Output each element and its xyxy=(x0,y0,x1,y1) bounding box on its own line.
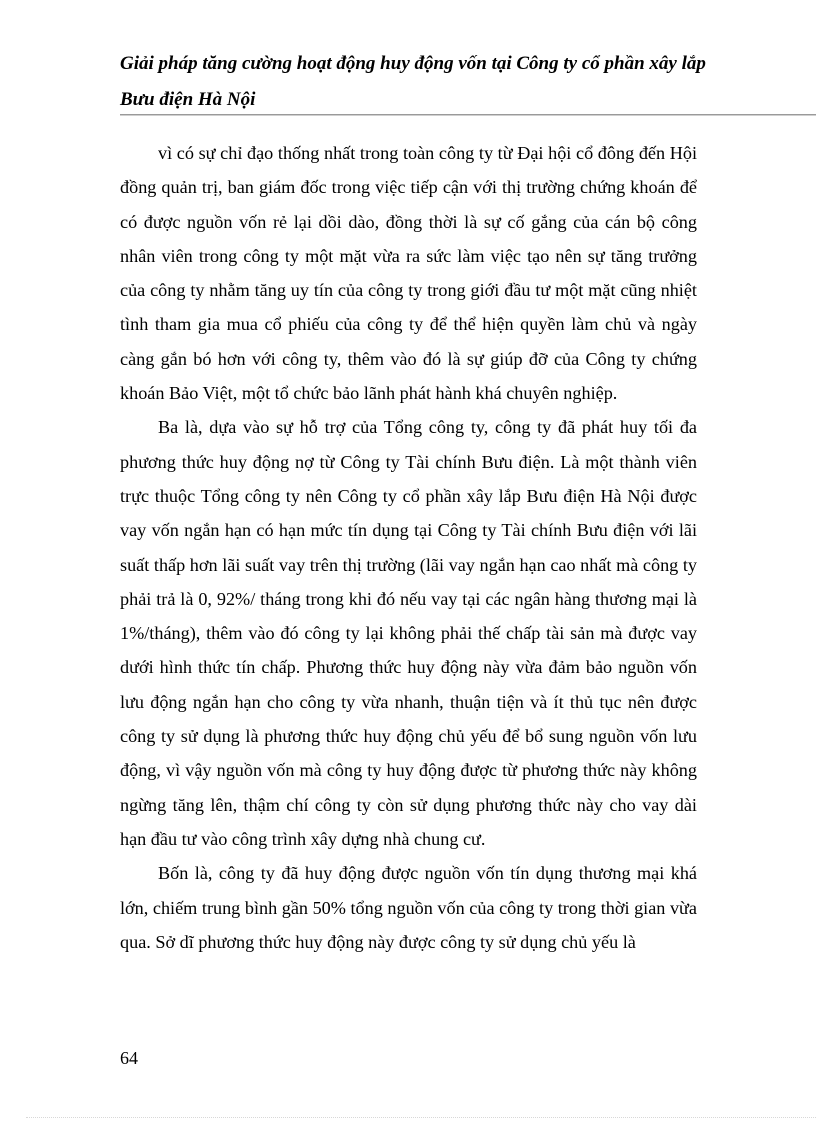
bottom-divider xyxy=(26,1117,816,1118)
paragraph-ba-la: Ba là, dựa vào sự hỗ trợ của Tổng công ty, công ty đã phát huy tối đa phương thức huy động nợ từ Công ty Tài chính Bưu điện. Là một thành viên trực thuộc Tổng công ty nên Công ty cổ phần xây lắp Bưu điện Hà Nội được vay vốn ngắn hạn có hạn mức tín dụng tại Công ty Tài chính Bưu điện với lãi suất thấp hơn lãi suất vay trên thị trường (lãi vay ngắn hạn cao nhất mà công ty phải trả là 0, 92%/ tháng trong khi đó nếu vay tại các ngân hàng thương mại là 1%/tháng), thêm vào đó công ty lại không phải thế chấp tài sản mà được vay dưới hình thức tín chấp. Phương thức huy động này vừa đảm bảo nguồn vốn lưu động ngắn hạn cho công ty vừa nhanh, thuận tiện và ít thủ tục nên được công ty sử dụng là phương thức huy động chủ yếu để bổ sung nguồn vốn lưu động, vì vậy nguồn vốn mà công ty huy động được từ phương thức này không ngừng tăng lên, thậm chí công ty còn sử dụng phương thức này cho vay dài hạn đầu tư vào công trình xây dựng nhà chung cư. xyxy=(120,417,697,849)
page-body xyxy=(120,136,697,959)
paragraph-bon-la: Bốn là, công ty đã huy động được nguồn vốn tín dụng thương mại khá lớn, chiếm trung bình gần 50% tổng nguồn vốn của công ty trong thời gian vừa qua. Sở dĩ phương thức huy động này được công ty sử dụng chủ yếu là xyxy=(120,863,697,952)
header-title-line-2: Bưu điện Hà Nội xyxy=(120,89,256,110)
paragraph-continuation: vì có sự chỉ đạo thống nhất trong toàn công ty từ Đại hội cổ đông đến Hội đồng quản trị, ban giám đốc trong việc tiếp cận với thị trường chứng khoán để có được nguồn vốn rẻ lại dồi dào, đồng thời là sự cố gắng của cán bộ công nhân viên trong công ty một mặt vừa ra sức làm việc tạo nên sự tăng trưởng của công ty nhằm tăng uy tín của công ty trong giới đầu tư một mặt cũng nhiệt tình tham gia mua cổ phiếu của công ty để thể hiện quyền làm chủ và ngày càng gắn bó hơn với công ty, thêm vào đó là sự giúp đỡ của Công ty chứng khoán Bảo Việt, một tổ chức bảo lãnh phát hành khá chuyên nghiệp. xyxy=(120,143,697,404)
header-divider xyxy=(120,114,816,116)
page-number: 64 xyxy=(120,1048,138,1068)
running-header xyxy=(120,46,800,118)
header-title-line-1: Giải pháp tăng cường hoạt động huy động vốn tại Công ty cổ phần xây lắp xyxy=(120,53,706,74)
